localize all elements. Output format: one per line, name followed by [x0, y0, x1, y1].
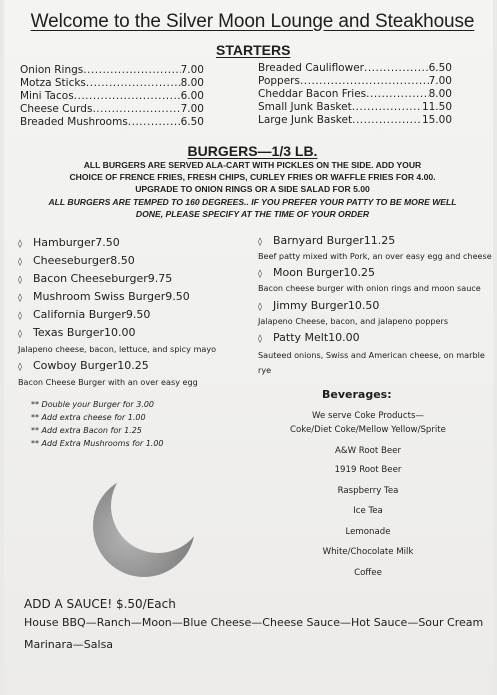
- diamond-icon: ◊: [258, 302, 262, 311]
- beverage-item: 1919 Root Beer: [334, 465, 402, 475]
- item-price: 8.00: [428, 88, 452, 100]
- item-name: Cheese Curds: [20, 103, 93, 115]
- item-price: 10.50: [347, 299, 380, 312]
- diamond-icon: ◊: [18, 311, 22, 320]
- menu-item: [20, 90, 204, 103]
- burger-item: [18, 326, 204, 341]
- extra-line: ** Add Extra Mushrooms for 1.00: [31, 439, 164, 448]
- burger-extras: [31, 398, 164, 450]
- burger-note-line: ALL BURGERS ARE SERVED ALA-CART WITH PICKLES ON THE SIDE. ADD YOUR: [83, 160, 422, 170]
- item-price: 7.00: [428, 75, 452, 87]
- item-name: Patty Melt: [273, 331, 329, 344]
- item-price: 7.00: [180, 103, 204, 115]
- item-name: Breaded Cauliflower: [258, 62, 364, 74]
- beverage-item: Coffee: [354, 568, 382, 578]
- item-price: 10.25: [117, 359, 149, 372]
- burger-description: Bacon cheese burger with onion rings and moon sauce: [258, 283, 481, 293]
- burger-item: [18, 236, 204, 251]
- burger-description: Sauteed onions, Swiss and American cheese, on marble: [258, 350, 485, 360]
- beverage-item: Raspberry Tea: [337, 486, 399, 496]
- menu-item: [258, 114, 452, 127]
- item-price: 7.50: [95, 236, 120, 249]
- item-name: Cowboy Burger: [33, 359, 118, 372]
- item-name: Bacon Cheeseburger: [33, 272, 148, 285]
- burger-item: [18, 290, 204, 305]
- item-name: Mushroom Swiss Burger: [33, 290, 166, 303]
- burger-item: [258, 234, 454, 249]
- sauce-list: Marinara—Salsa: [24, 638, 114, 651]
- item-price: 7.00: [180, 64, 204, 76]
- item-name: Onion Rings: [20, 64, 84, 76]
- burger-item: [258, 299, 454, 314]
- menu-item: [20, 103, 204, 116]
- item-price: 9.75: [147, 272, 173, 285]
- beverage-item: We serve Coke Products—: [311, 411, 425, 421]
- extra-line: ** Double your Burger for 3.00: [31, 400, 154, 409]
- item-price: 6.50: [180, 116, 204, 128]
- item-price: 10.00: [328, 331, 360, 344]
- starters-heading: STARTERS: [216, 42, 291, 58]
- burger-description: Beef patty mixed with Pork, an over easy egg and cheese: [258, 251, 492, 261]
- burgers-left-list: [18, 236, 204, 341]
- menu-item: [258, 62, 452, 75]
- item-name: Small Junk Basket: [258, 101, 352, 113]
- burger-description: Bacon Cheese Burger with an over easy egg: [18, 377, 198, 387]
- diamond-icon: ◊: [258, 237, 262, 246]
- burger-item: [18, 308, 204, 323]
- beverage-item: Coke/Diet Coke/Mellow Yellow/Sprite: [290, 425, 446, 435]
- item-name: Poppers: [258, 75, 300, 87]
- burgers-heading: BURGERS—1/3 LB.: [187, 143, 318, 159]
- sauce-list: House BBQ—Ranch—Moon—Blue Cheese—Cheese Sauce—Hot Sauce—Sour Cream: [24, 616, 484, 629]
- beverage-item: Lemonade: [345, 527, 391, 537]
- crescent-moon-icon: [88, 466, 208, 586]
- menu-page: [4, 0, 493, 695]
- item-price: 9.50: [165, 290, 190, 303]
- extra-line: ** Add extra cheese for 1.00: [31, 413, 146, 422]
- beverages-heading: Beverages:: [322, 388, 392, 401]
- diamond-icon: ◊: [18, 362, 22, 371]
- diamond-icon: ◊: [18, 257, 22, 266]
- item-price: 6.00: [180, 90, 204, 102]
- item-name: Cheeseburger: [33, 254, 111, 267]
- item-price: 8.00: [180, 77, 204, 89]
- item-price: 15.00: [421, 114, 452, 126]
- item-name: California Burger: [33, 308, 126, 321]
- diamond-icon: ◊: [258, 269, 262, 278]
- menu-item: [258, 101, 452, 114]
- item-name: Cheddar Bacon Fries: [258, 88, 367, 100]
- burger-description: Jalapeno cheese, bacon, lettuce, and spicy mayo: [18, 344, 217, 354]
- temp-note-line: DONE, PLEASE SPECIFY AT THE TIME OF YOUR ORDER: [135, 209, 370, 219]
- burger-item: [18, 272, 204, 287]
- item-name: Jimmy Burger: [273, 299, 348, 312]
- burger-description: rye: [258, 365, 272, 375]
- diamond-icon: ◊: [18, 239, 22, 248]
- item-name: Motza Sticks: [20, 77, 86, 89]
- diamond-icon: ◊: [18, 329, 22, 338]
- item-price: 11.50: [421, 101, 452, 113]
- beverage-item: White/Chocolate Milk: [322, 547, 414, 557]
- starters-right-list: [258, 62, 452, 127]
- beverage-item: A&W Root Beer: [334, 446, 401, 456]
- starters-left-list: [20, 64, 204, 129]
- item-price: 6.50: [428, 62, 452, 74]
- item-price: 11.25: [363, 234, 396, 247]
- burger-item: [18, 254, 204, 269]
- burger-note-line: CHOICE OF FRENCE FRIES, FRESH CHIPS, CURLEY FRIES OR WAFFLE FRIES FOR 4.00.: [69, 172, 436, 182]
- diamond-icon: ◊: [18, 293, 22, 302]
- extra-line: ** Add extra Bacon for 1.25: [31, 426, 142, 435]
- diamond-icon: ◊: [258, 334, 262, 343]
- item-name: Mini Tacos: [20, 90, 74, 102]
- item-name: Breaded Mushrooms: [20, 116, 128, 128]
- item-name: Large Junk Basket: [258, 114, 353, 126]
- item-name: Texas Burger: [33, 326, 105, 339]
- burger-description: Jalapeno Cheese, bacon, and jalapeno poppers: [258, 316, 449, 326]
- menu-item: [258, 75, 452, 88]
- burger-item: [258, 266, 454, 281]
- item-price: 10.00: [104, 326, 136, 339]
- sauce-heading: ADD A SAUCE! $.50/Each: [24, 597, 176, 611]
- burgers-left-list-2: [18, 359, 214, 374]
- temp-note-line: ALL BURGERS ARE TEMPED TO 160 DEGREES.. IF YOU PREFER YOUR PATTY TO BE MORE WELL: [48, 197, 457, 207]
- page-title: Welcome to the Silver Moon Lounge and Steakhouse: [30, 11, 475, 32]
- item-price: 9.50: [125, 308, 151, 321]
- item-name: Hamburger: [33, 236, 96, 249]
- menu-item: [258, 88, 452, 101]
- menu-item: [20, 116, 204, 129]
- menu-item: [20, 64, 204, 77]
- item-name: Barnyard Burger: [273, 234, 364, 247]
- menu-item: [20, 77, 204, 90]
- burger-item: [18, 359, 214, 374]
- beverage-item: Ice Tea: [353, 506, 383, 516]
- burger-note-line: UPGRADE TO ONION RINGS OR A SIDE SALAD FOR 5.00: [135, 184, 370, 194]
- item-price: 10.25: [343, 266, 376, 279]
- diamond-icon: ◊: [18, 275, 22, 284]
- burger-item: [258, 331, 454, 346]
- item-price: 8.50: [110, 254, 135, 267]
- item-name: Moon Burger: [273, 266, 344, 279]
